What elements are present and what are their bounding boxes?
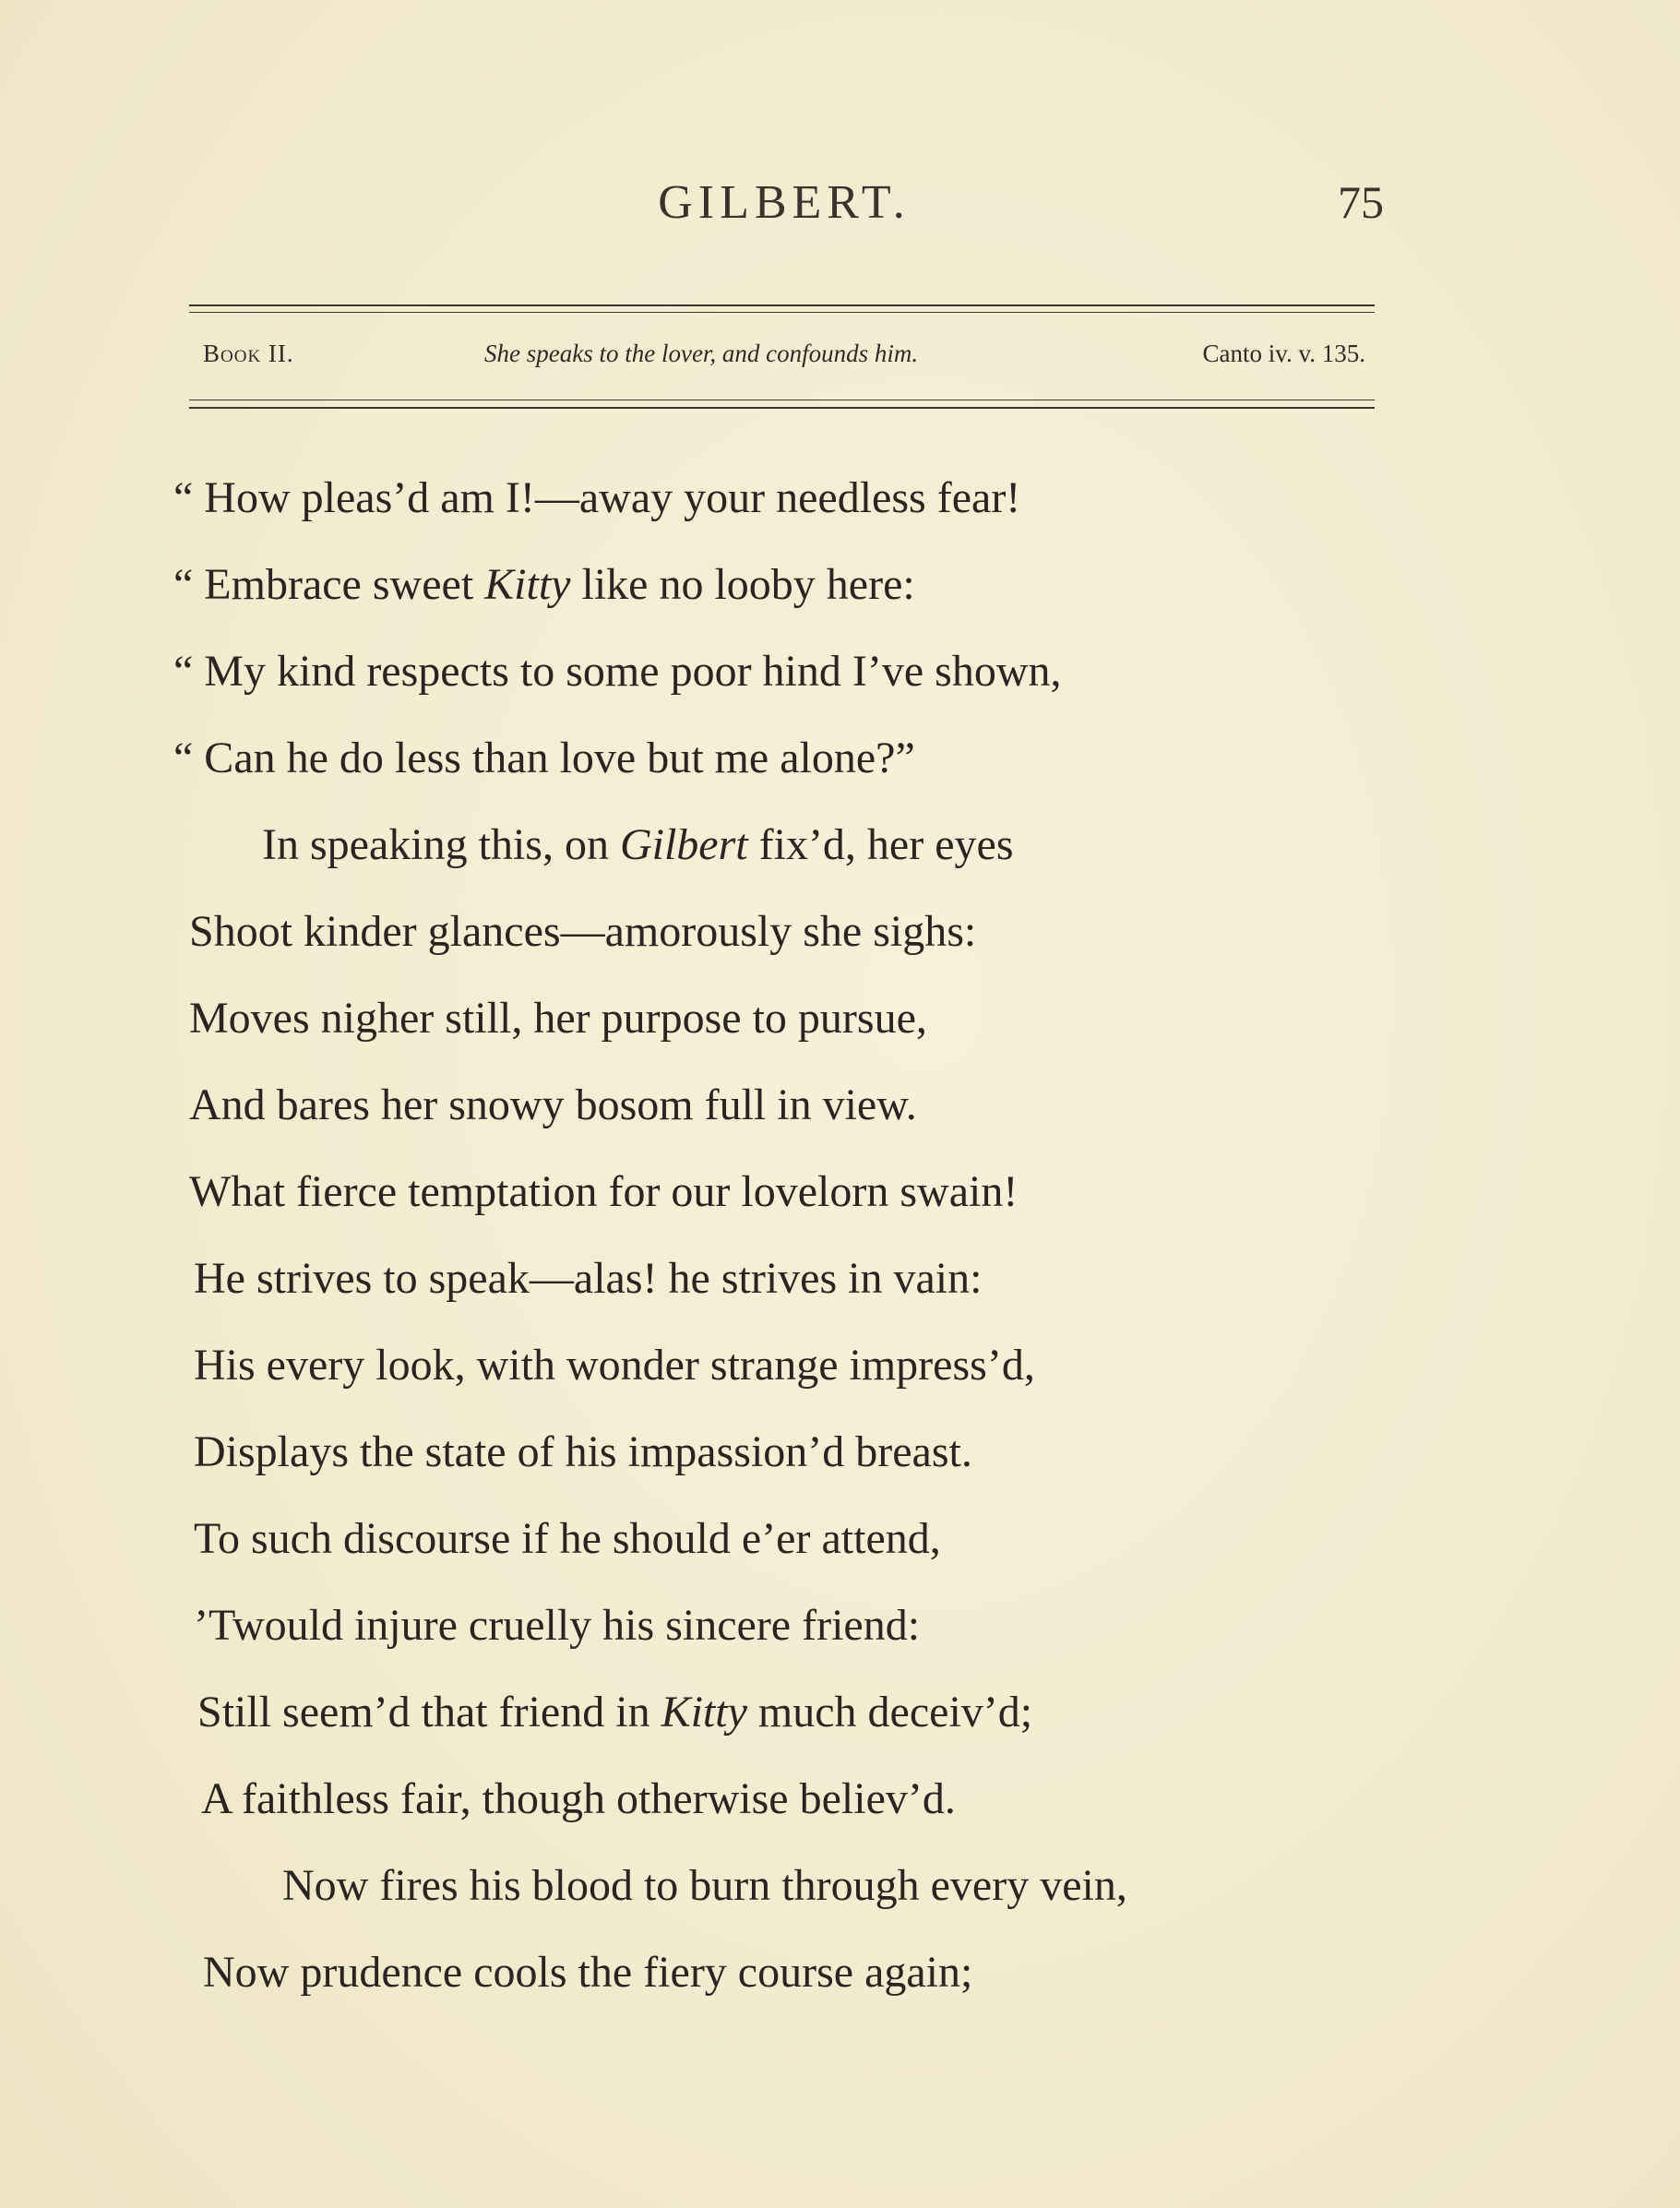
page-header-line [203,340,1365,376]
poem-line: “ Embrace sweet Kitty like no looby here: [173,560,915,609]
poem-line: He strives to speak—alas! he strives in vain: [194,1254,983,1303]
poem-line: Still seem’d that friend in Kitty much deceiv’d; [197,1688,1033,1737]
poem-line: Now prudence cools the fiery course again; [203,1948,973,1997]
poem-line: Shoot kinder glances—amorously she sighs: [189,907,977,956]
page-number: 75 [1338,176,1384,228]
poem-line: Now fires his blood to burn through every vein, [282,1861,1127,1910]
poem-line: To such discourse if he should e’er attend, [194,1514,941,1563]
poem-line: “ How pleas’d am I!—away your needless fear! [173,473,1021,522]
page-argument: She speaks to the lover, and confounds him. [484,340,919,367]
poem-line: Displays the state of his impassion’d breast. [194,1427,972,1476]
header-rule-top [189,304,1375,306]
running-title: GILBERT. [658,176,911,229]
poem-line: What fierce temptation for our lovelorn swain! [189,1167,1019,1216]
poem-line: In speaking this, on Gilbert fix’d, her eyes [262,820,1014,869]
canto-reference: Canto iv. v. 135. [1202,340,1365,367]
poem-line: And bares her snowy bosom full in view. [189,1080,917,1129]
poem-line: Moves nigher still, her purpose to pursue, [189,994,927,1043]
poem-line: “ Can he do less than love but me alone?” [173,734,915,782]
book-number: Book II. [203,340,294,367]
header-rule-top-thin [189,312,1375,313]
poem-line: A faithless fair, though otherwise believ’d. [201,1774,956,1823]
poem-line: His every look, with wonder strange impress’d, [194,1341,1035,1390]
header-rule-bottom [189,407,1375,409]
poem-line: “ My kind respects to some poor hind I’ve shown, [173,647,1062,696]
poem-line: ’Twould injure cruelly his sincere friend: [194,1601,921,1650]
